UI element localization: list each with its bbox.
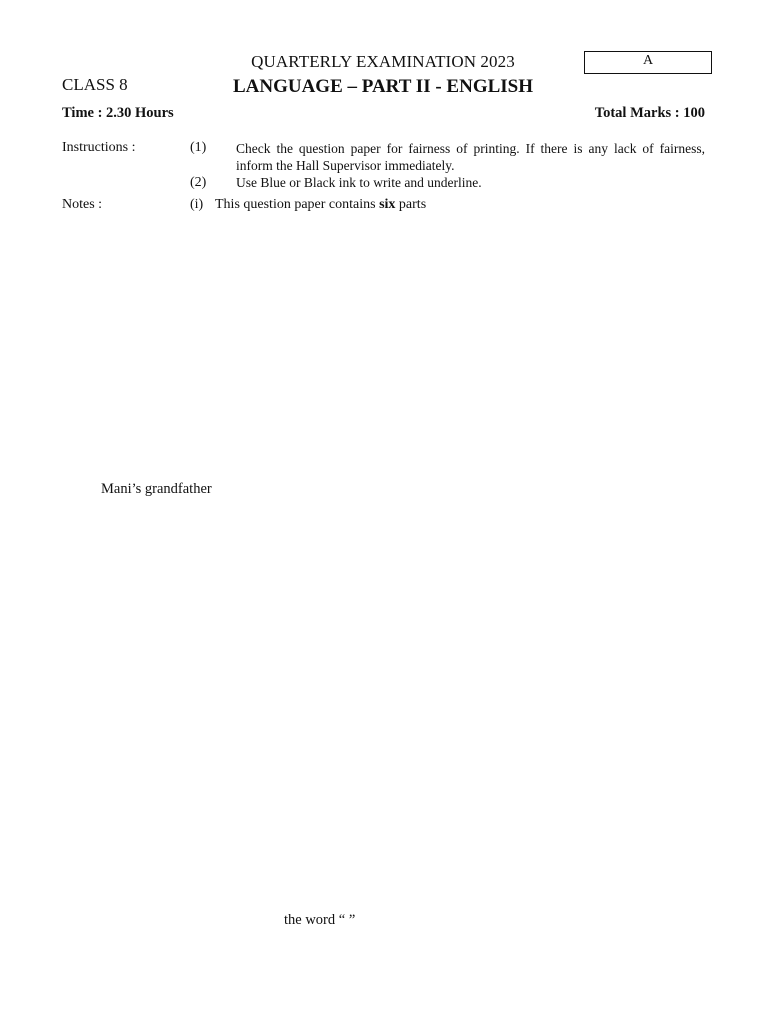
- set-code-box: A: [584, 51, 712, 74]
- instruction-number-1: (1): [190, 140, 207, 155]
- body-fragment-the-word: the word “ ”: [284, 912, 356, 928]
- notes-text-after: parts: [398, 197, 427, 212]
- body-fragment-grandfather: Mani’s grandfather: [101, 481, 212, 497]
- instruction-text-2: Use Blue or Black ink to write and underline.: [236, 175, 482, 190]
- subject-title: [0, 76, 768, 98]
- instruction-text-1: Check the question paper for fairness of printing. If there is any lack of fairness, inform the Hall Supervisor immediately.: [236, 141, 705, 173]
- instruction-number-2: (2): [190, 175, 207, 190]
- instructions-label: Instructions :: [62, 140, 136, 155]
- exam-title-text: QUARTERLY EXAMINATION 2023: [251, 52, 515, 71]
- notes-number: (i): [190, 197, 204, 212]
- subject-title-text: LANGUAGE – PART II - ENGLISH: [232, 76, 534, 97]
- notes-label: Notes :: [62, 197, 103, 212]
- total-marks-label: Total Marks : 100: [594, 105, 705, 121]
- class-label: CLASS 8: [62, 75, 128, 94]
- notes-text-bold: six: [379, 197, 396, 212]
- time-label: Time : 2.30 Hours: [62, 105, 174, 121]
- notes-text-before: This question paper contains: [215, 197, 376, 212]
- notes-text: [215, 197, 426, 213]
